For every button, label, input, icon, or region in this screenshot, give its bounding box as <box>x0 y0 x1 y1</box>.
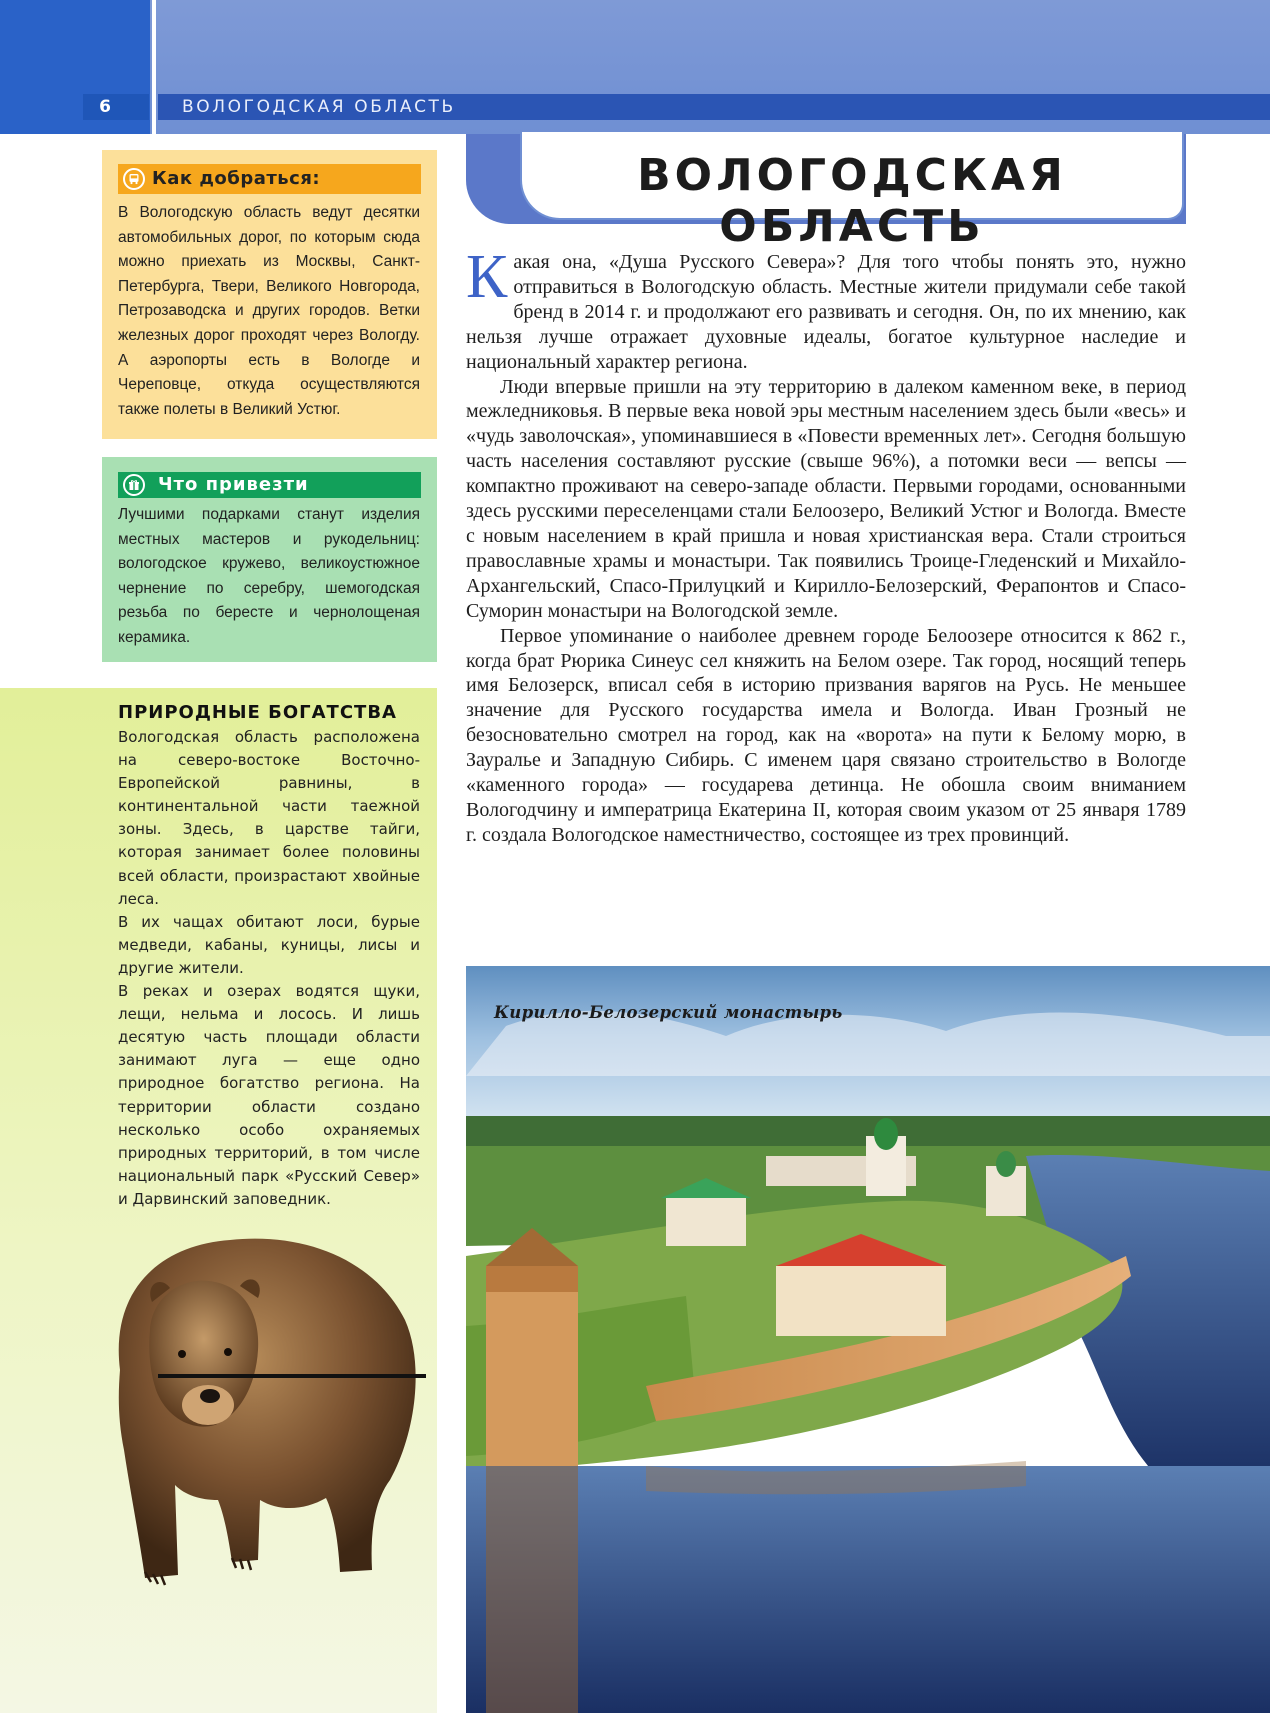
page-number: 6 <box>99 97 111 117</box>
getting-there-title: Как добраться: <box>152 168 321 189</box>
header-divider <box>152 0 156 134</box>
bear-illustration <box>90 1200 430 1620</box>
nature-text <box>118 726 420 1211</box>
main-paragraph <box>466 243 1186 375</box>
photo-caption: Кирилло-Белозерский монастырь <box>494 1003 843 1022</box>
page-title: ВОЛОГОДСКАЯ ОБЛАСТЬ <box>637 150 1067 252</box>
getting-there-text: В Вологодскую область ведут десятки автомобильных дорог, по которым сюда можно приехать из Москвы, Санкт-Петербурга, Твери, Великого Новгорода, Петрозаводска и других городов. Ветки железных дорог проходят через Вологду. А аэропорты есть в Вологде и Череповце, откуда осуществляются также полеты в Великий Устюг. <box>118 204 420 418</box>
bear-rule-line <box>158 1374 426 1378</box>
main-article <box>466 243 1186 848</box>
souvenir-title: Что привезти <box>158 474 309 495</box>
main-paragraph-text: акая она, «Душа Русского Севера»? Для того чтобы понять это, нужно отправиться в Вологодскую область. Местные жители придумали себе такой бренд в 2014 г. и продолжают его развивать и сегодня. Он, по их мнению, как нельзя лучше отражает духовные идеалы, богатое культурное наследие и национальный характер региона. <box>466 251 1186 373</box>
nature-paragraph: В реках и озерах водятся щуки, лещи, нельма и лосось. И лишь десятую часть площади области занимают луга — еще одно природное богатство региона. На территории области создано несколько особо охраняемых природных территорий, в том числе национальный парк «Русский Север» и Дарвинский заповедник. <box>118 982 420 1208</box>
gift-icon <box>123 474 145 496</box>
drop-cap: К <box>466 243 508 311</box>
nature-title: ПРИРОДНЫЕ БОГАТСТВА <box>118 702 397 723</box>
souvenir-text: Лучшими подарками станут изделия местных мастеров и рукодельниц: вологодское кружево, великоустюжное чернение по серебру, шемогодская резьба по бересте и чернолощеная керамика. <box>118 506 420 646</box>
main-paragraph: Люди впервые пришли на эту территорию в далеком каменном веке, в период межледниковья. В первые века новой эры местным населением здесь были «весь» и «чудь заволочская», упоминавшиеся в «Повести временных лет». Сегодня большую часть населения составляют русские (свыше 96%), а потомки веси — вепсы — компактно проживают на северо-западе области. Первыми городами, основанными здесь русскими переселенцами стали Белоозеро, Великий Устюг и Вологда. Вместе с новым населением в край пришла и новая христианская вера. Стали строиться православные храмы и монастыри. Так появились Троице-Гледенский и Михайло-Архангельский, Спасо-Прилуцкий и Кирилло-Белозерский, Ферапонтов и Спасо-Суморин монастыри на Вологодской земле. <box>466 375 1186 622</box>
nature-paragraph: Вологодская область расположена на северо-востоке Восточно-Европейской равнины, в континентальной части таежной зоны. Здесь, в царстве тайги, которая занимает более половины всей области, произрастают хвойные леса. <box>118 728 420 908</box>
nature-paragraph: В их чащах обитают лоси, бурые медведи, кабаны, куницы, лисы и другие жители. <box>118 912 420 977</box>
bus-icon <box>123 168 145 190</box>
monastery-photo <box>466 966 1270 1713</box>
running-head: ВОЛОГОДСКАЯ ОБЛАСТЬ <box>182 97 456 117</box>
main-paragraph: Первое упоминание о наиболее древнем городе Белоозере относится к 862 г., когда брат Рюрика Синеус сел княжить на Белом озере. Так город, носящий теперь имя Белозерск, вписал себя в историю призвания варягов на Русь. Не меньшее значение для Русского государства имела и Вологда. Иван Грозный не безосновательно смотрел на город, как на «ворота» на пути к Белому морю, в Зауралье и Западную Сибирь. С именем царя связано строительство в Вологде «каменного города» — государева детинца. Не обошла своим вниманием Вологодчину и императрица Екатерина II, которая своим указом от 25 января 1789 г. создала Вологодское наместничество, состоящее из трех провинций. <box>466 624 1186 846</box>
